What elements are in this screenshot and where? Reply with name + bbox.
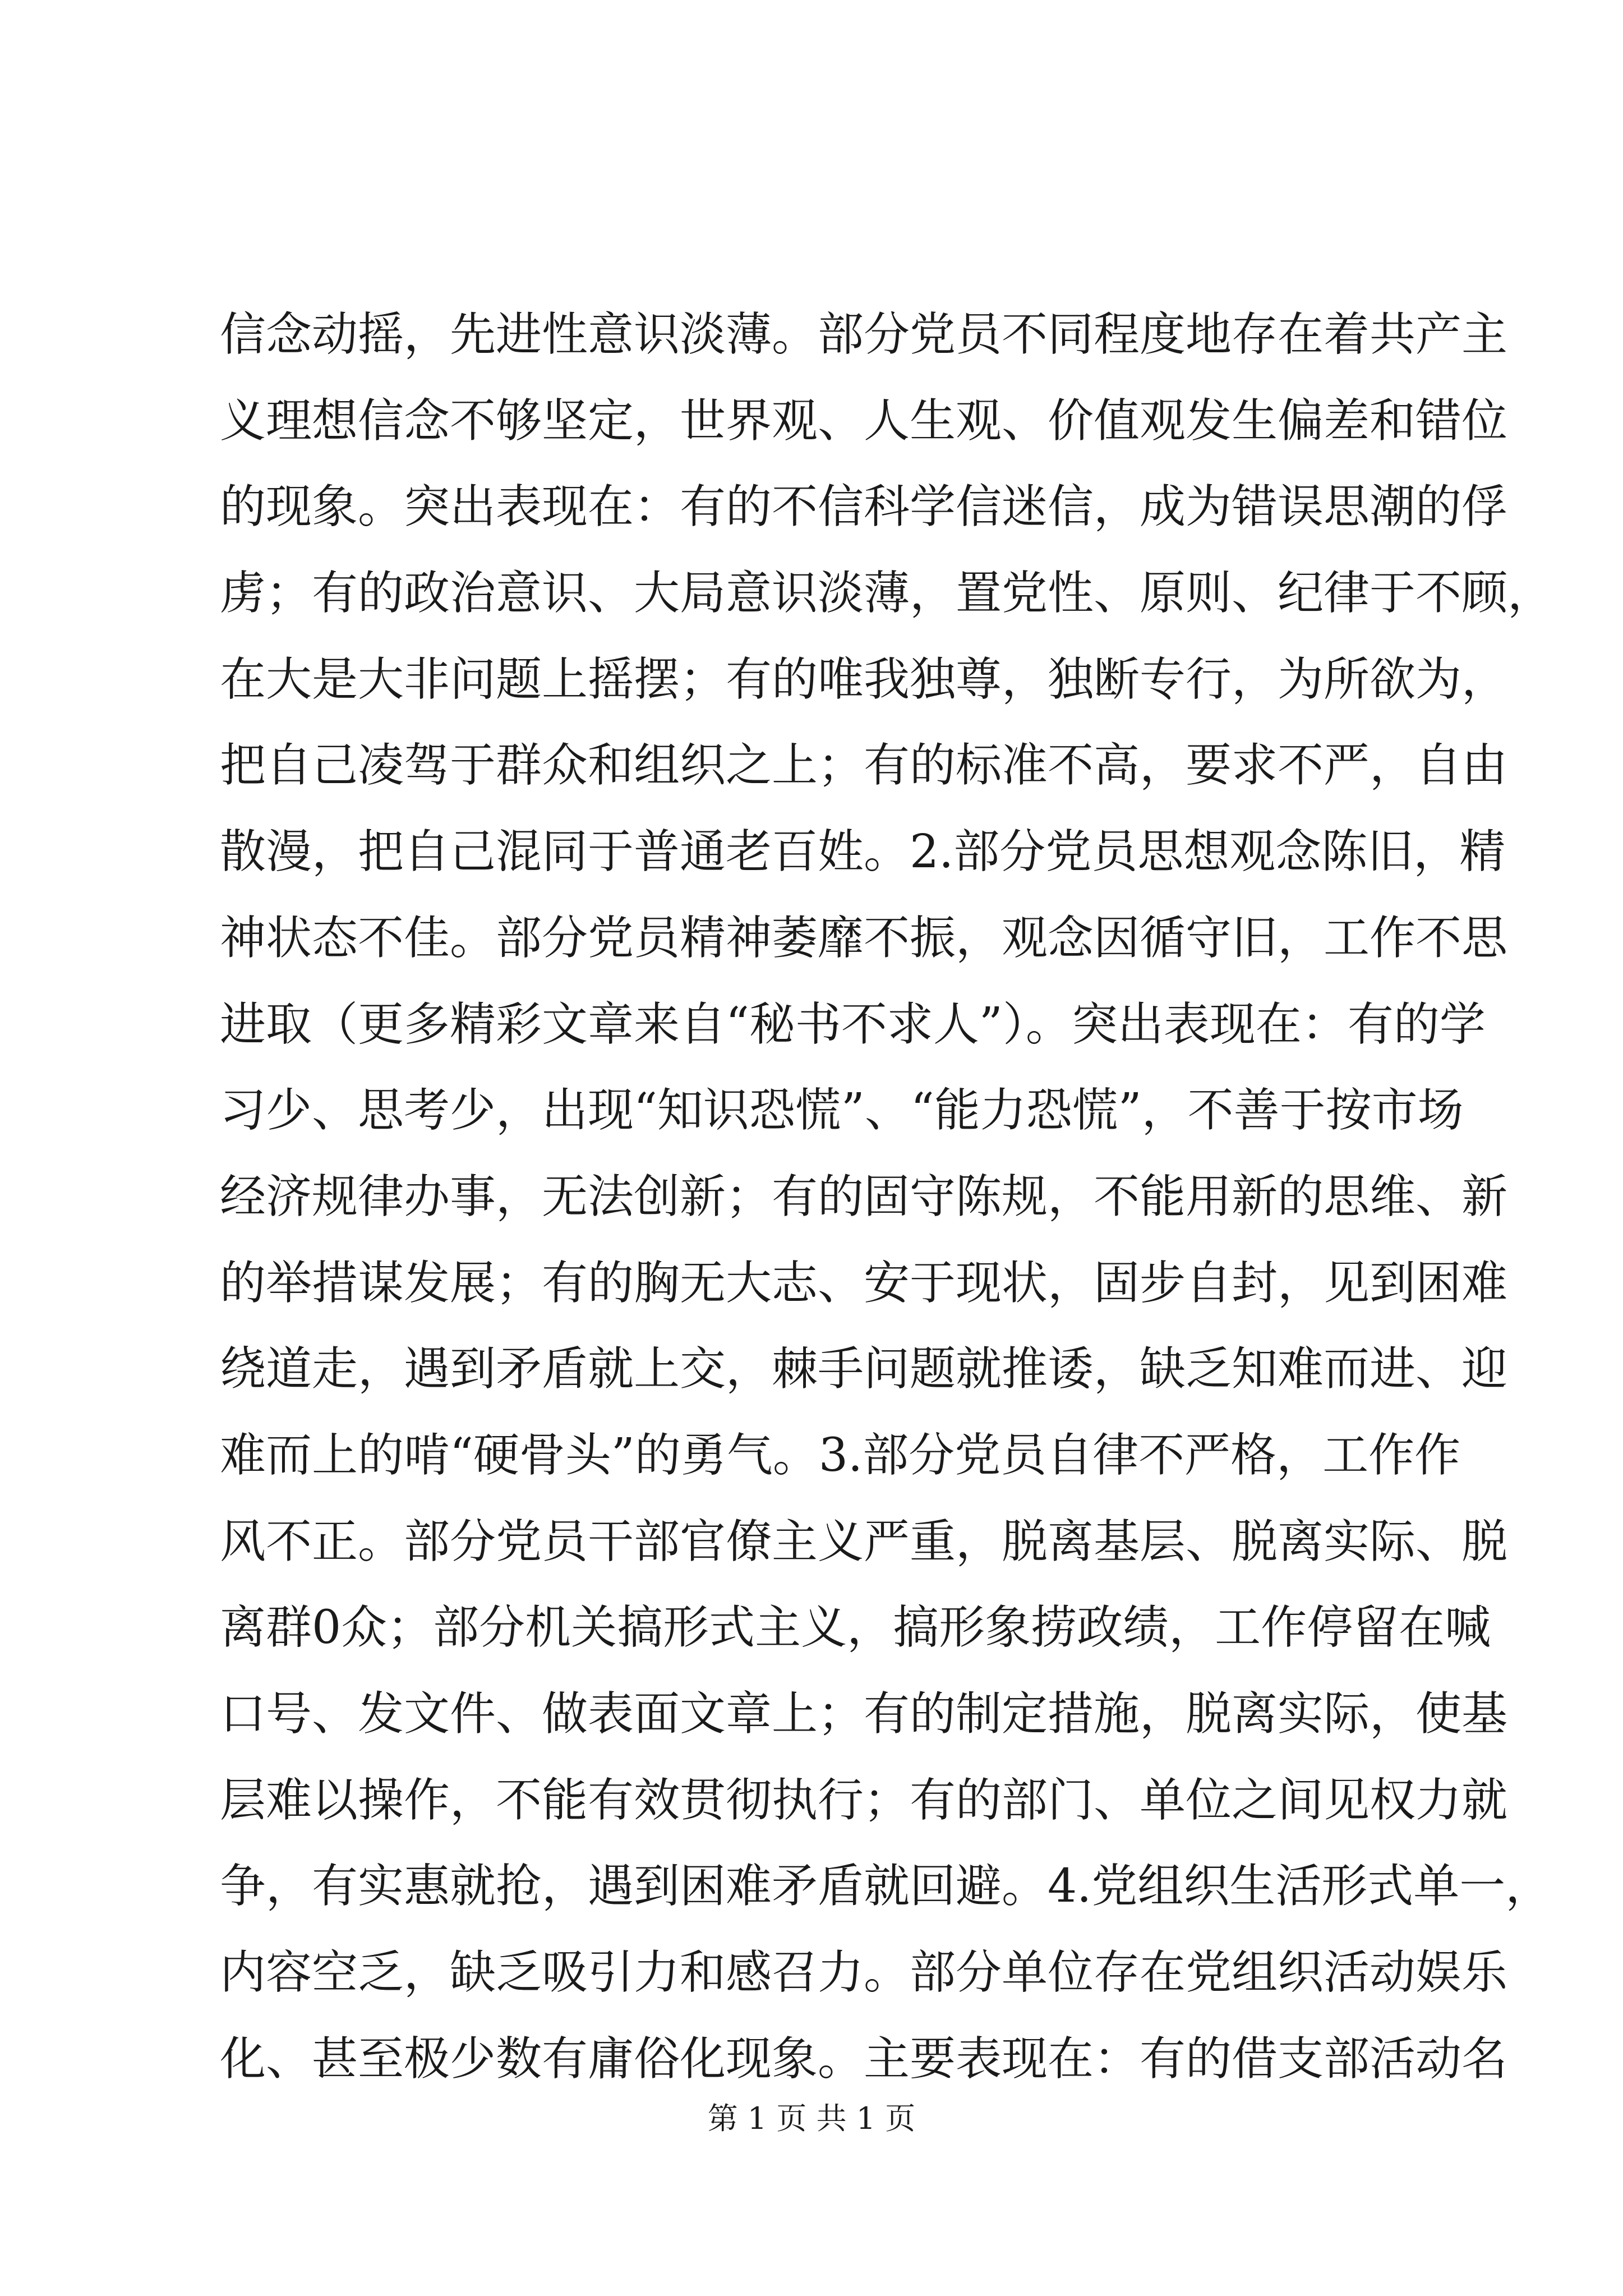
text-line: 习少、思考少，出现“知识恐慌”、“能力恐慌”，不善于按市场 <box>220 1084 1464 1138</box>
text-line: 的举措谋发展；有的胸无大志、安于现状，固步自封，见到困难 <box>220 1256 1508 1310</box>
text-line: 离群0众；部分机关搞形式主义，搞形象捞政绩，工作停留在喊 <box>220 1601 1491 1655</box>
text-line: 绕道走，遇到矛盾就上交，棘手问题就推诿，缺乏知难而进、迎 <box>220 1342 1508 1396</box>
page-number-footer: 第 1 页 共 1 页 <box>707 2101 916 2136</box>
text-line: 信念动摇，先进性意识淡薄。部分党员不同程度地存在着共产主 <box>220 308 1508 361</box>
text-line: 进取（更多精彩文章来自“秘书不求人”）。突出表现在：有的学 <box>220 997 1486 1051</box>
text-line: 化、甚至极少数有庸俗化现象。主要表现在：有的借支部活动名 <box>220 2032 1508 2086</box>
text-line: 争，有实惠就抢，遇到困难矛盾就回避。4.党组织生活形式单一， <box>220 1860 1552 1913</box>
text-line: 散漫，把自己混同于普通老百姓。2.部分党员思想观念陈旧，精 <box>220 825 1506 879</box>
document-body <box>220 292 1554 2102</box>
text-line: 在大是大非问题上摇摆；有的唯我独尊，独断专行，为所欲为， <box>220 652 1508 706</box>
text-line: 把自己凌驾于群众和组织之上；有的标准不高，要求不严，自由 <box>220 739 1508 793</box>
text-line: 的现象。突出表现在：有的不信科学信迷信，成为错误思潮的俘 <box>220 480 1508 534</box>
text-line: 经济规律办事，无法创新；有的固守陈规，不能用新的思维、新 <box>220 1170 1508 1223</box>
text-line: 神状态不佳。部分党员精神萎靡不振，观念因循守旧，工作不思 <box>220 911 1508 965</box>
text-line: 风不正。部分党员干部官僚主义严重，脱离基层、脱离实际、脱 <box>220 1515 1508 1568</box>
text-line: 义理想信念不够坚定，世界观、人生观、价值观发生偏差和错位 <box>220 394 1508 448</box>
text-line: 虏；有的政治意识、大局意识淡薄，置党性、原则、纪律于不顾， <box>220 567 1554 620</box>
text-line: 内容空乏，缺乏吸引力和感召力。部分单位存在党组织活动娱乐 <box>220 1946 1508 2000</box>
text-line: 难而上的啃“硬骨头”的勇气。3.部分党员自律不严格，工作作 <box>220 1428 1461 1482</box>
text-line: 口号、发文件、做表面文章上；有的制定措施，脱离实际，使基 <box>220 1687 1508 1741</box>
text-line: 层难以操作，不能有效贯彻执行；有的部门、单位之间见权力就 <box>220 1773 1508 1827</box>
